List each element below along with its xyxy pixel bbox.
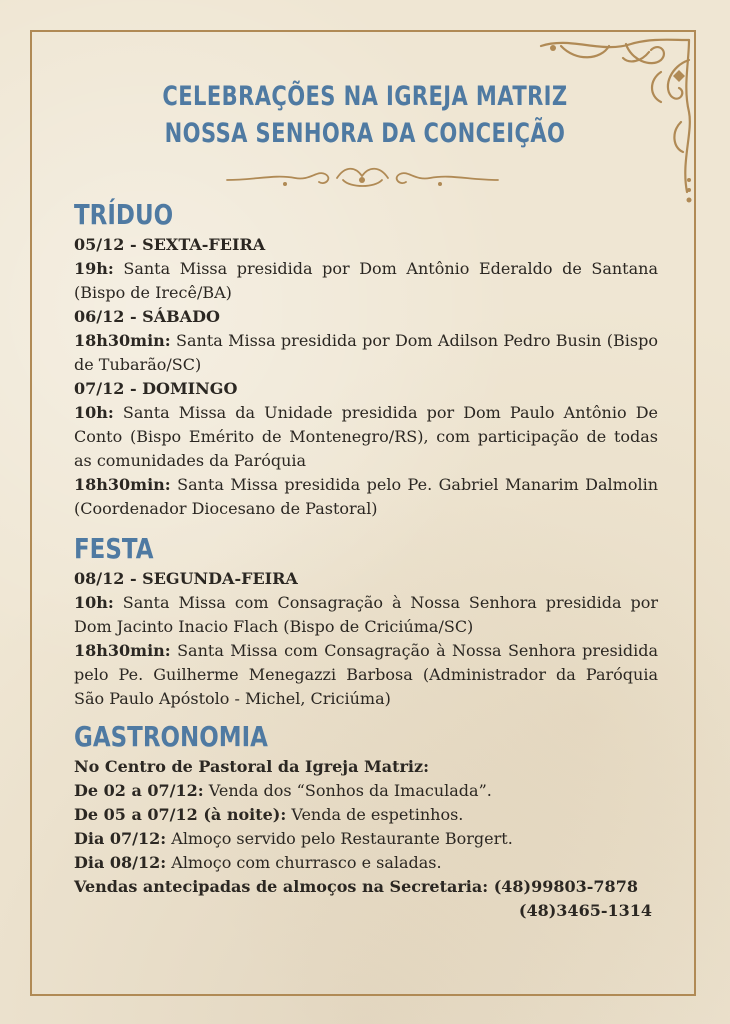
- food-item: [74, 779, 658, 803]
- entry-text: Santa Missa presidida por Dom Antônio Ederaldo de Santana (Bispo de Irecê/BA): [74, 259, 658, 302]
- food-item-text: Almoço servido pelo Restaurante Borgert.: [166, 829, 513, 848]
- food-item-label: De 05 a 07/12 (à noite):: [74, 805, 287, 824]
- mass-entry: [74, 401, 658, 473]
- mass-entry: [74, 329, 658, 377]
- entry-text: Santa Missa presidida pelo Pe. Gabriel Manarim Dalmolin (Coordenador Diocesano de Pastoral): [74, 475, 658, 518]
- phone-secondary: (48)3465-1314: [518, 901, 652, 920]
- food-item-text: Venda de espetinhos.: [286, 805, 464, 824]
- entry-text: Santa Missa da Unidade presidida por Dom Paulo Antônio De Conto (Bispo Emérito de Montenegro/RS), com participação de todas as comunidades da Paróquia: [74, 403, 658, 470]
- food-item: [74, 827, 658, 851]
- mass-entry: [74, 257, 658, 305]
- day-heading: 07/12 - DOMINGO: [74, 379, 238, 398]
- day-heading: 06/12 - SÁBADO: [74, 307, 220, 326]
- entry-time: 18h30min:: [74, 641, 171, 660]
- divider-ornament-icon: [225, 162, 500, 192]
- section-title-triduo: TRÍDUO: [74, 198, 174, 231]
- phone-line: Vendas antecipadas de almoços na Secretaria: (48)99803-7878: [74, 877, 638, 896]
- entry-time: 18h30min:: [74, 331, 171, 350]
- mass-entry: [74, 591, 658, 639]
- entry-time: 19h:: [74, 259, 114, 278]
- entry-time: 18h30min:: [74, 475, 171, 494]
- food-item: [74, 851, 658, 875]
- entry-text: Santa Missa presidida por Dom Adilson Pedro Busin (Bispo de Tubarão/SC): [74, 331, 658, 374]
- food-item-label: Dia 08/12:: [74, 853, 167, 872]
- mass-entry: [74, 473, 658, 521]
- food-item-text: Venda dos “Sonhos da Imaculada”.: [203, 781, 492, 800]
- entry-text: Santa Missa com Consagração à Nossa Senhora presidida pelo Pe. Guilherme Menegazzi Barbosa (Administrador da Paróquia São Paulo Apóstolo - Michel, Criciúma): [74, 641, 658, 708]
- food-item: [74, 803, 658, 827]
- title-line-2: NOSSA SENHORA DA CONCEIÇÃO: [164, 118, 566, 149]
- section-title-festa: FESTA: [74, 532, 154, 565]
- title-line-1: CELEBRAÇÕES NA IGREJA MATRIZ: [162, 81, 568, 112]
- food-item-text: Almoço com churrasco e saladas.: [166, 853, 442, 872]
- entry-time: 10h:: [74, 593, 114, 612]
- food-item-label: Dia 07/12:: [74, 829, 167, 848]
- mass-entry: [74, 639, 658, 711]
- day-heading: 08/12 - SEGUNDA-FEIRA: [74, 569, 298, 588]
- day-heading: 05/12 - SEXTA-FEIRA: [74, 235, 266, 254]
- food-item-label: De 02 a 07/12:: [74, 781, 204, 800]
- gastronomia-intro: No Centro de Pastoral da Igreja Matriz:: [74, 757, 429, 776]
- section-title-gastronomia: GASTRONOMIA: [74, 720, 268, 753]
- entry-time: 10h:: [74, 403, 114, 422]
- page-title: [80, 78, 649, 152]
- content: [74, 197, 658, 923]
- entry-text: Santa Missa com Consagração à Nossa Senhora presidida por Dom Jacinto Inacio Flach (Bispo de Criciúma/SC): [74, 593, 658, 636]
